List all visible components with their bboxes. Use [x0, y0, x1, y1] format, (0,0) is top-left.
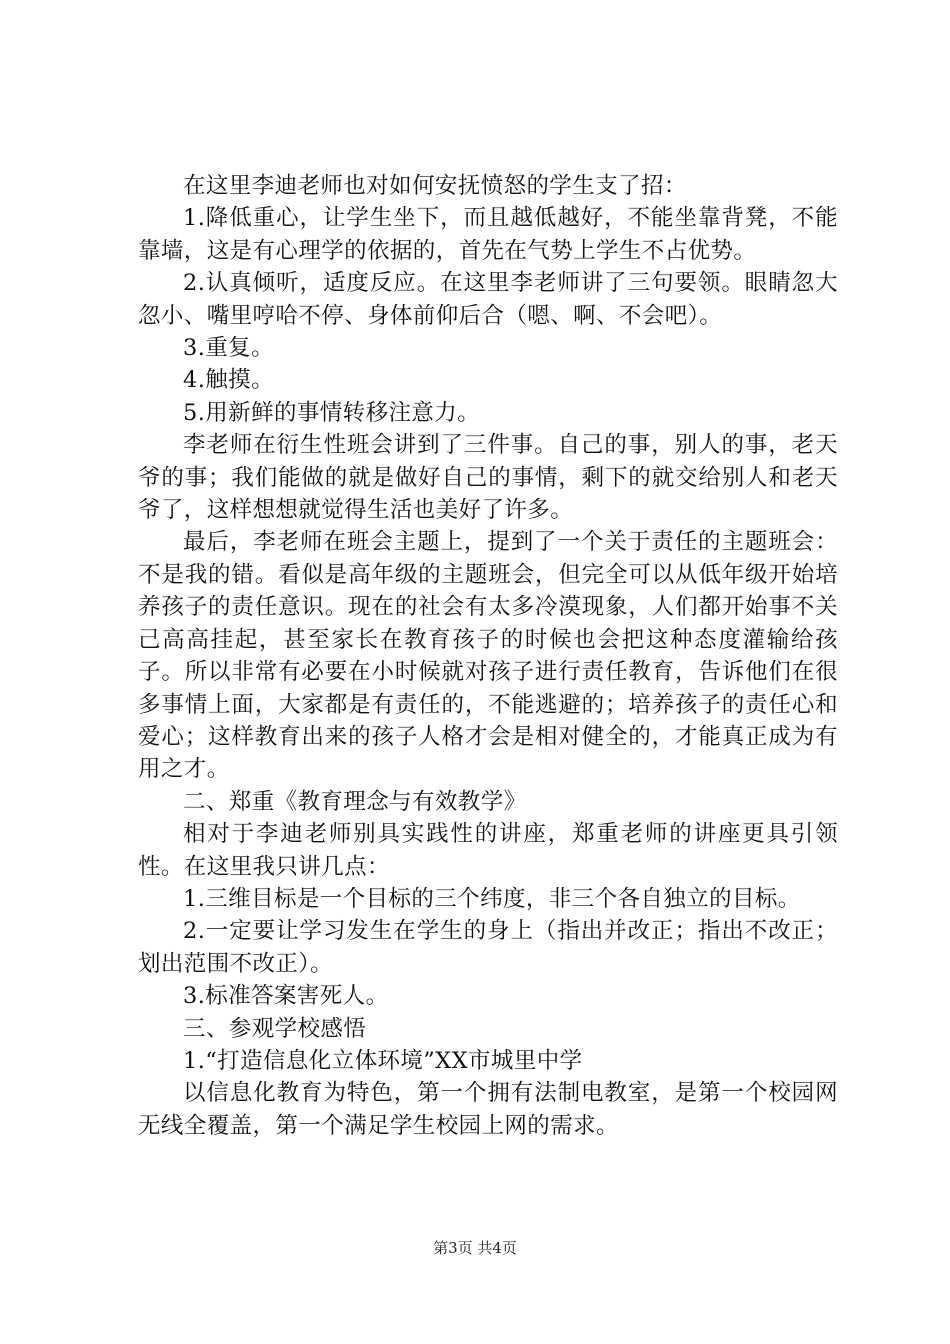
- paragraph: 2.一定要让学习发生在学生的身上（指出并改正；指出不改正；划出范围不改正）。: [138, 918, 838, 977]
- paragraph: 相对于李迪老师别具实践性的讲座，郑重老师的讲座更具引领性。在这里我只讲几点：: [138, 821, 838, 880]
- section-heading: 二、郑重《教育理念与有效教学》: [183, 788, 527, 815]
- paragraph: 5.用新鲜的事情转移注意力。: [183, 399, 481, 426]
- page-number-footer: 第3页 共4页: [433, 1239, 517, 1257]
- paragraph: 李老师在衍生性班会讲到了三件事。自己的事，别人的事，老天爷的事；我们能做的就是做好自己的事情，剩下的就交给别人和老天爷了，这样想想就觉得生活也美好了许多。: [138, 432, 838, 524]
- section-heading: 三、参观学校感悟: [183, 1015, 367, 1042]
- paragraph: 3.重复。: [183, 335, 274, 362]
- paragraph: 3.标准答案害死人。: [183, 983, 389, 1010]
- paragraph: 2.认真倾听，适度反应。在这里李老师讲了三句要领。眼睛忽大忽小、嘴里哼哈不停、身体前仰后合（嗯、啊、不会吧）。: [138, 270, 838, 329]
- paragraph: 最后，李老师在班会主题上，提到了一个关于责任的主题班会：不是我的错。看似是高年级的主题班会，但完全可以从低年级开始培养孩子的责任意识。现在的社会有太多冷漠现象，人们都开始事不关己高高挂起，甚至家长在教育孩子的时候也会把这种态度灌输给孩子。所以非常有必要在小时候就对孩子进行责任教育，告诉他们在很多事情上面，大家都是有责任的，不能逃避的；培养孩子的责任心和爱心；这样教育出来的孩子人格才会是相对健全的，才能真正成为有用之才。: [138, 529, 838, 783]
- paragraph: 在这里李迪老师也对如何安抚愤怒的学生支了招：: [183, 173, 687, 199]
- paragraph: 1.“打造信息化立体环境”XX市城里中学: [183, 1047, 583, 1074]
- paragraph: 以信息化教育为特色，第一个拥有法制电教室，是第一个校园网无线全覆盖，第一个满足学生校园上网的需求。: [138, 1080, 838, 1139]
- paragraph: 1.三维目标是一个目标的三个纬度，非三个各自独立的目标。: [183, 885, 801, 912]
- document-body: [138, 170, 838, 1142]
- paragraph: 4.触摸。: [183, 367, 274, 394]
- paragraph: 1.降低重心，让学生坐下，而且越低越好，不能坐靠背凳，不能靠墙，这是有心理学的依据的，首先在气势上学生不占优势。: [138, 205, 838, 264]
